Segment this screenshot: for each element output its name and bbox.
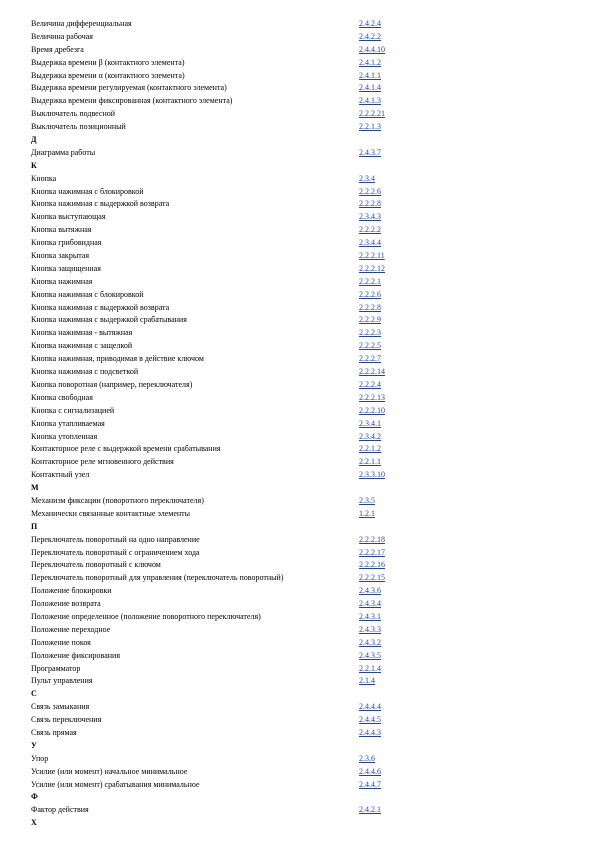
section-ref-link[interactable]: 2.2.2.14 bbox=[359, 367, 385, 377]
letter-heading-label: Х bbox=[31, 818, 37, 828]
section-ref-link[interactable]: 2.4.4.4 bbox=[359, 702, 381, 712]
section-ref-link[interactable]: 2.2.2.13 bbox=[359, 392, 385, 402]
section-ref-link[interactable]: 2.2.2.21 bbox=[359, 109, 385, 119]
section-ref-link[interactable]: 2.4.4.7 bbox=[359, 779, 381, 789]
term-label: Кнопка грибовидная bbox=[31, 238, 102, 248]
term-label: Переключатель поворотный с ключом bbox=[31, 560, 161, 570]
section-ref-link[interactable]: 2.4.1.3 bbox=[359, 96, 381, 106]
term-label: Фактор действия bbox=[31, 805, 89, 815]
index-row bbox=[31, 534, 571, 547]
index-row bbox=[31, 456, 571, 469]
section-ref-link[interactable]: 2.4.3.3 bbox=[359, 624, 381, 634]
section-ref-link[interactable]: 2.2.2.3 bbox=[359, 328, 381, 338]
letter-heading bbox=[31, 134, 571, 147]
index-row bbox=[31, 340, 571, 353]
section-ref-link[interactable]: 2.2.1.1 bbox=[359, 457, 381, 467]
index-row bbox=[31, 405, 571, 418]
term-label: Выключатель позиционный bbox=[31, 122, 126, 132]
index-row bbox=[31, 585, 571, 598]
section-ref-link[interactable]: 2.4.2.1 bbox=[359, 805, 381, 815]
section-ref-link[interactable]: 2.2.2.11 bbox=[359, 251, 385, 261]
index-row bbox=[31, 650, 571, 663]
term-label: Контакторное реле мгновенного действия bbox=[31, 457, 174, 467]
term-label: Кнопка с сигнализацией bbox=[31, 405, 115, 415]
section-ref-link[interactable]: 2.2.2.7 bbox=[359, 354, 381, 364]
index-row bbox=[31, 443, 571, 456]
index-row bbox=[31, 431, 571, 444]
section-ref-link[interactable]: 2.3.4.2 bbox=[359, 431, 381, 441]
term-label: Диаграмма работы bbox=[31, 147, 96, 157]
term-label: Кнопка нажимная, приводимая в действие ключом bbox=[31, 354, 204, 364]
section-ref-link[interactable]: 2.4.3.2 bbox=[359, 637, 381, 647]
index-row bbox=[31, 211, 571, 224]
term-label: Переключатель поворотный с ограничением хода bbox=[31, 547, 200, 557]
index-row bbox=[31, 572, 571, 585]
section-ref-link[interactable]: 2.4.2.4 bbox=[359, 19, 381, 28]
term-label: Величина рабочая bbox=[31, 31, 93, 41]
section-ref-link[interactable]: 2.3.5 bbox=[359, 495, 375, 505]
section-ref-link[interactable]: 2.3.4.3 bbox=[359, 212, 381, 222]
term-label: Кнопка нажимная с выдержкой возврата bbox=[31, 302, 170, 312]
term-label: Время дребезга bbox=[31, 44, 84, 54]
term-label: Положение блокировки bbox=[31, 586, 112, 596]
term-label: Контакторное реле с выдержкой времени срабатывания bbox=[31, 444, 221, 454]
term-label: Упор bbox=[31, 753, 49, 763]
index-row bbox=[31, 547, 571, 560]
section-ref-link[interactable]: 2.2.2.8 bbox=[359, 199, 381, 209]
letter-heading-label: М bbox=[31, 483, 39, 493]
section-ref-link[interactable]: 2.2.1.4 bbox=[359, 663, 381, 673]
section-ref-link[interactable]: 2.2.1.3 bbox=[359, 122, 381, 132]
term-label: Усилие (или момент) начальное минимальное bbox=[31, 766, 188, 776]
section-ref-link[interactable]: 2.2.2.6 bbox=[359, 186, 381, 196]
term-label: Кнопка нажимная с выдержкой срабатывания bbox=[31, 315, 187, 325]
term-label: Связь замыкания bbox=[31, 702, 90, 712]
letter-heading bbox=[31, 482, 571, 495]
section-ref-link[interactable]: 2.4.1.1 bbox=[359, 70, 381, 80]
index-row bbox=[31, 753, 571, 766]
section-ref-link[interactable]: 2.4.4.10 bbox=[359, 44, 385, 54]
term-label: Выдержка времени фиксированная (контактного элемента) bbox=[31, 96, 233, 106]
section-ref-link[interactable]: 2.2.2.17 bbox=[359, 547, 385, 557]
letter-heading bbox=[31, 521, 571, 534]
term-label: Пульт управления bbox=[31, 676, 93, 686]
letter-heading-label: С bbox=[31, 689, 37, 699]
term-label: Механически связанные контактные элементы bbox=[31, 508, 191, 518]
term-label: Кнопка нажимная с блокировкой bbox=[31, 289, 144, 299]
section-ref-link[interactable]: 2.4.3.5 bbox=[359, 650, 381, 660]
term-label: Выдержка времени α (контактного элемента) bbox=[31, 70, 185, 80]
section-ref-link[interactable]: 2.2.2.8 bbox=[359, 302, 381, 312]
term-label: Контактный узел bbox=[31, 470, 90, 480]
term-label: Положение покоя bbox=[31, 637, 91, 647]
index-row bbox=[31, 82, 571, 95]
index-row bbox=[31, 263, 571, 276]
letter-heading bbox=[31, 817, 571, 830]
section-ref-link[interactable]: 2.2.2.10 bbox=[359, 405, 385, 415]
term-label: Выключатель подвесной bbox=[31, 109, 116, 119]
term-label: Переключатель поворотный на одно направление bbox=[31, 534, 200, 544]
index-row bbox=[31, 598, 571, 611]
section-ref-link[interactable]: 2.2.2.5 bbox=[359, 341, 381, 351]
term-label: Кнопка выступающая bbox=[31, 212, 106, 222]
index-row bbox=[31, 469, 571, 482]
index-row bbox=[31, 418, 571, 431]
section-ref-link[interactable]: 2.4.4.6 bbox=[359, 766, 381, 776]
index-row bbox=[31, 663, 571, 676]
term-label: Кнопка вытяжная bbox=[31, 225, 92, 235]
index-row bbox=[31, 173, 571, 186]
letter-heading-label: У bbox=[31, 740, 37, 750]
section-ref-link[interactable]: 2.1.4 bbox=[359, 676, 375, 686]
term-label: Величина дифференциальная bbox=[31, 19, 132, 28]
term-label: Кнопка нажимная с защелкой bbox=[31, 341, 133, 351]
term-label: Связь прямая bbox=[31, 727, 77, 737]
term-label: Кнопка нажимная с подсветкой bbox=[31, 367, 139, 377]
index-row bbox=[31, 70, 571, 83]
index-row bbox=[31, 250, 571, 263]
index-row bbox=[31, 237, 571, 250]
section-ref-link[interactable]: 2.4.4.5 bbox=[359, 715, 381, 725]
term-label: Кнопка утапливаемая bbox=[31, 418, 105, 428]
term-label: Переключатель поворотный для управления (переключатель поворотный) bbox=[31, 573, 284, 583]
index-row bbox=[31, 289, 571, 302]
index-row bbox=[31, 44, 571, 57]
index-row bbox=[31, 637, 571, 650]
section-ref-link[interactable]: 2.3.3.10 bbox=[359, 470, 385, 480]
letter-heading bbox=[31, 688, 571, 701]
section-ref-link[interactable]: 2.2.2.16 bbox=[359, 560, 385, 570]
term-label: Кнопка утопленная bbox=[31, 431, 98, 441]
term-label: Кнопка поворотная (например, переключателя) bbox=[31, 379, 193, 389]
term-label: Положение определенное (положение поворотного переключателя) bbox=[31, 611, 261, 621]
index-row bbox=[31, 392, 571, 405]
section-ref-link[interactable]: 2.2.2.15 bbox=[359, 573, 385, 583]
letter-heading-label: П bbox=[31, 521, 38, 531]
term-label: Кнопка bbox=[31, 173, 57, 183]
term-label: Положение переходное bbox=[31, 624, 111, 634]
index-row bbox=[31, 766, 571, 779]
section-ref-link[interactable]: 2.2.2.18 bbox=[359, 534, 385, 544]
section-ref-link[interactable]: 2.3.4 bbox=[359, 173, 375, 183]
letter-heading-label: К bbox=[31, 160, 37, 170]
index-row bbox=[31, 624, 571, 637]
letter-heading bbox=[31, 740, 571, 753]
index-row bbox=[31, 495, 571, 508]
term-label: Усилие (или момент) срабатывания минимальное bbox=[31, 779, 200, 789]
term-label: Кнопка закрытая bbox=[31, 251, 90, 261]
index-row bbox=[31, 714, 571, 727]
index-row bbox=[31, 186, 571, 199]
index-row bbox=[31, 675, 571, 688]
term-label: Программатор bbox=[31, 663, 81, 673]
section-ref-link[interactable]: 2.3.4.4 bbox=[359, 238, 381, 248]
index-row bbox=[31, 379, 571, 392]
index-row bbox=[31, 31, 571, 44]
letter-heading-label: Ф bbox=[31, 792, 38, 802]
section-ref-link[interactable]: 1.2.1 bbox=[359, 508, 375, 518]
index-row bbox=[31, 18, 571, 31]
section-ref-link[interactable]: 2.2.2.4 bbox=[359, 379, 381, 389]
section-ref-link[interactable]: 2.2.2.9 bbox=[359, 315, 381, 325]
section-ref-link[interactable]: 2.4.4.3 bbox=[359, 727, 381, 737]
index-row bbox=[31, 108, 571, 121]
term-label: Кнопка нажимная bbox=[31, 276, 93, 286]
index-row bbox=[31, 95, 571, 108]
term-label: Механизм фиксации (поворотного переключателя) bbox=[31, 495, 204, 505]
index-row bbox=[31, 57, 571, 70]
section-ref-link[interactable]: 2.4.3.4 bbox=[359, 599, 381, 609]
term-label: Кнопка нажимная с блокировкой bbox=[31, 186, 144, 196]
letter-heading bbox=[31, 160, 571, 173]
index-row bbox=[31, 147, 571, 160]
index-row bbox=[31, 353, 571, 366]
index-row bbox=[31, 611, 571, 624]
index-row bbox=[31, 779, 571, 792]
section-ref-link[interactable]: 2.4.3.6 bbox=[359, 586, 381, 596]
term-label: Выдержка времени β (контактного элемента) bbox=[31, 57, 185, 67]
term-label: Связь переключения bbox=[31, 715, 102, 725]
index-row bbox=[31, 314, 571, 327]
section-ref-link[interactable]: 2.2.2.12 bbox=[359, 263, 385, 273]
index-row bbox=[31, 559, 571, 572]
term-label: Кнопка нажимная с выдержкой возврата bbox=[31, 199, 170, 209]
index-row bbox=[31, 804, 571, 817]
letter-heading bbox=[31, 791, 571, 804]
index-row bbox=[31, 327, 571, 340]
term-label: Положение фиксирования bbox=[31, 650, 120, 660]
section-ref-link[interactable]: 2.4.3.7 bbox=[359, 147, 381, 157]
index-row bbox=[31, 121, 571, 134]
term-label: Кнопка свободная bbox=[31, 392, 93, 402]
term-label: Выдержка времени регулируемая (контактного элемента) bbox=[31, 83, 227, 93]
term-label: Кнопка нажимная - вытяжная bbox=[31, 328, 133, 338]
index-row bbox=[31, 727, 571, 740]
index-row bbox=[31, 224, 571, 237]
index-row bbox=[31, 366, 571, 379]
section-ref-link[interactable]: 2.3.6 bbox=[359, 753, 375, 763]
section-ref-link[interactable]: 2.3.4.1 bbox=[359, 418, 381, 428]
section-ref-link[interactable]: 2.4.3.1 bbox=[359, 611, 381, 621]
glossary-index bbox=[31, 18, 571, 830]
section-ref-link[interactable]: 2.2.2.6 bbox=[359, 289, 381, 299]
index-row bbox=[31, 701, 571, 714]
section-ref-link[interactable]: 2.2.2.2 bbox=[359, 225, 381, 235]
section-ref-link[interactable]: 2.2.1.2 bbox=[359, 444, 381, 454]
index-row bbox=[31, 198, 571, 211]
letter-heading-label: Д bbox=[31, 135, 37, 145]
section-ref-link[interactable]: 2.4.1.4 bbox=[359, 83, 381, 93]
section-ref-link[interactable]: 2.4.2.2 bbox=[359, 31, 381, 41]
index-row bbox=[31, 276, 571, 289]
term-label: Положение возврата bbox=[31, 599, 101, 609]
section-ref-link[interactable]: 2.2.2.1 bbox=[359, 276, 381, 286]
section-ref-link[interactable]: 2.4.1.2 bbox=[359, 57, 381, 67]
term-label: Кнопка защищенная bbox=[31, 263, 101, 273]
index-row bbox=[31, 302, 571, 315]
index-row bbox=[31, 508, 571, 521]
